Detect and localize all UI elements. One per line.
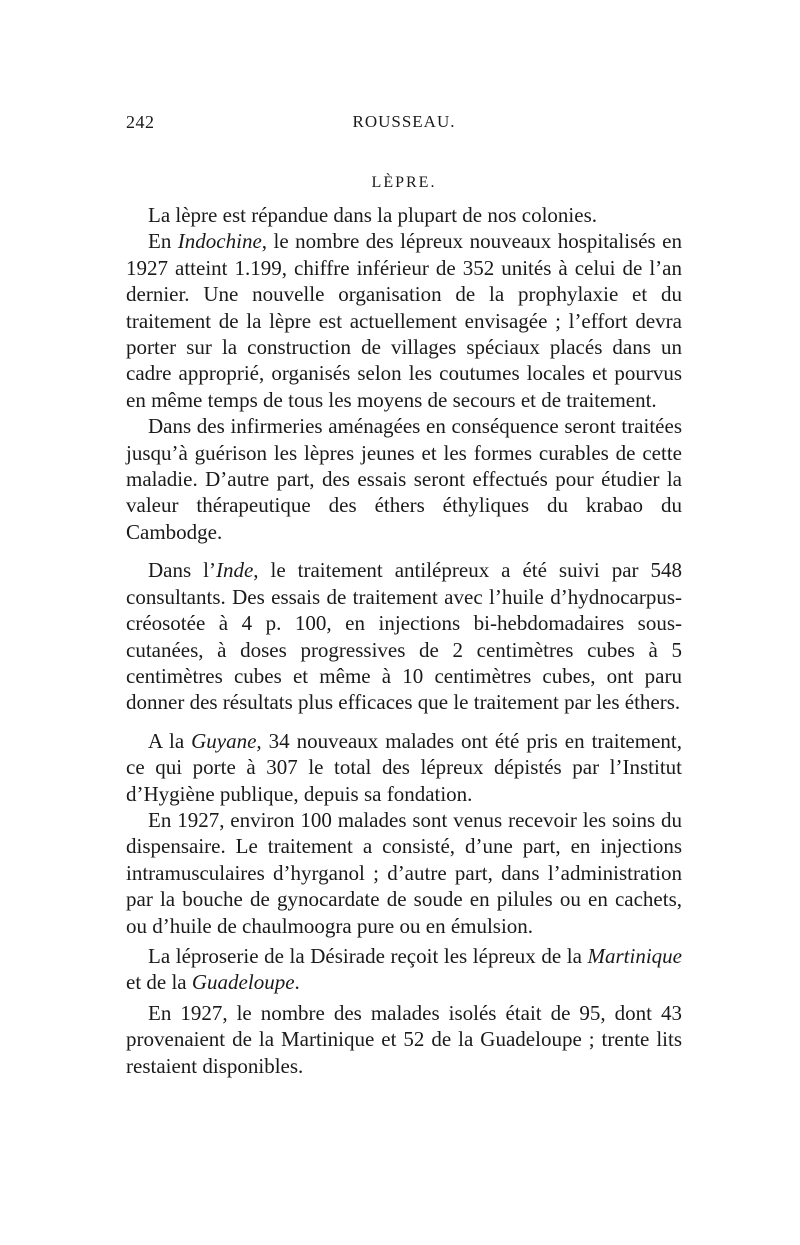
paragraph-guyane-text: 34 nouveaux malades ont été pris en traitement, ce qui porte à 307 le total des lépreux dépistés par l’Institut d’Hygiène publique, depuis sa fondation. <box>126 728 682 806</box>
page-number: 242 <box>126 112 155 132</box>
place-name-inde: Inde <box>215 558 254 583</box>
paragraph-guyane <box>126 728 682 807</box>
paragraph-dispensaire: En 1927, environ 100 malades sont venus recevoir les soins du dispensaire. Le traitement a consisté, d’une part, en injections intramusculaires d’hyrganol ; d’autre part, dans l’administration par la bouche de gynocardate de soude en pilules ou en cachets, ou d’huile de chaulmoogra pure ou en émulsion. <box>126 807 682 938</box>
place-name-guyane: Guyane, <box>191 728 262 753</box>
paragraph-desirade-middle: et de la <box>126 970 192 995</box>
running-head <box>126 112 682 144</box>
book-page <box>126 112 682 1079</box>
paragraph-indochine-before: En <box>148 229 178 254</box>
paragraph-inde-text: , le traitement antilépreux a été suivi par 548 consultants. Des essais de traitement avec l’huile d’hydnocarpus-créosotée à 4 p. 100, en injections bi-hebdomadaires sous-cutanées, à doses progressives de 2 centimètres cubes à 5 centimètres cubes et même à 10 centimètres cubes, ont paru donner des résultats plus efficaces que le traitement par les éthers. <box>126 558 682 715</box>
section-title: LÈPRE. <box>371 174 437 191</box>
place-name-indochine: Indochine <box>177 229 262 254</box>
paragraph-desirade-before: La léproserie de la Désirade reçoit les lépreux de la <box>148 943 588 968</box>
place-name-guadeloupe: Guadeloupe <box>191 970 295 995</box>
place-name-martinique: Martinique <box>587 943 682 968</box>
paragraph-statistics: En 1927, le nombre des malades isolés était de 95, dont 43 provenaient de la Martinique et 52 de la Guadeloupe ; trente lits restaient disponibles. <box>126 1000 682 1078</box>
running-title: ROUSSEAU. <box>352 112 456 131</box>
paragraph-intro: La lèpre est répandue dans la plupart de nos colonies. <box>148 203 598 227</box>
paragraph-inde-before: Dans l’ <box>148 558 216 583</box>
paragraph-desirade-end: . <box>294 970 300 995</box>
paragraph-desirade <box>126 943 682 996</box>
paragraph-indochine <box>126 228 682 413</box>
paragraph-inde <box>126 557 682 715</box>
body-text <box>126 202 682 1079</box>
paragraph-indochine-text: , le nombre des lépreux nouveaux hospitalisés en 1927 atteint 1.199, chiffre inférieur de 352 unités à celui de l’an dernier. Une nouvelle organisation de la prophylaxie et du traitement de la lèpre est actuellement envisagée ; l’effort devra porter sur la construction de villages spéciaux placés dans un cadre approprié, organisés selon les coutumes locales et pourvus en même temps de tous les moyens de secours et de traitement. <box>126 229 682 412</box>
paragraph-infirmeries: Dans des infirmeries aménagées en conséquence seront traitées jusqu’à guérison les lèpres jeunes et les formes curables de cette maladie. D’autre part, des essais seront effectués pour étudier la valeur thérapeutique des éthers éthyliques du krabao du Cambodge. <box>126 414 682 544</box>
paragraph-guyane-before: A la <box>148 728 192 753</box>
